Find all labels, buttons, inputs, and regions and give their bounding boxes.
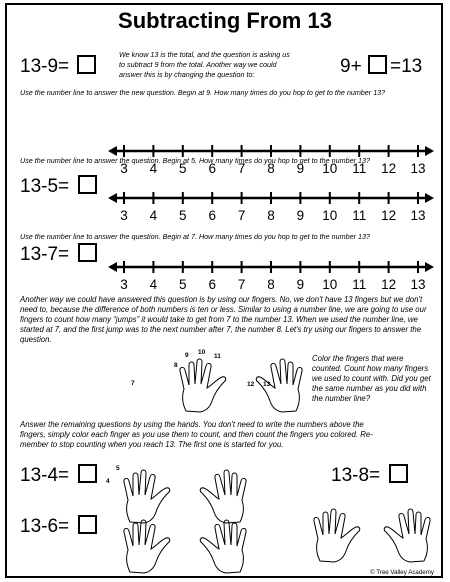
started-label-5: 5 [116,465,120,472]
hand-icon [176,357,238,413]
number-line-label: 6 [208,161,216,175]
answer-box-13-8[interactable] [389,464,408,483]
fingers-para-2: need to, because the difference of both numbers is ten or less. Similar to using a number line, we are going to use our [20,305,427,314]
number-line-label: 12 [381,208,397,223]
number-line-label: 11 [352,277,367,292]
number-line-label: 10 [322,208,338,223]
number-line-label: 6 [208,277,216,292]
number-line-label: 8 [267,161,275,175]
remaining-para-3: member to stop counting when you reach 13. The first one is started for you. [20,440,284,449]
number-line-label: 9 [296,161,305,175]
number-line-label: 3 [120,277,128,292]
number-line-1 [108,135,438,175]
hand-icon [120,518,182,574]
fingers-para-1: Another way we could have answered this question is by using our fingers. No, we don't have 13 fingers but we don't [20,295,423,304]
finger-label-start: 7 [131,380,135,387]
number-line-label: 9 [296,277,305,292]
number-line-label: 13 [410,208,426,223]
equation-equals-13: =13 [390,56,423,77]
equation-13-8: 13-8= [331,465,381,486]
number-line-label: 4 [149,277,158,292]
number-line-label: 10 [322,161,338,175]
number-line-label: 5 [179,161,187,175]
instruction-2: Use the number line to answer the question. Begin at 5. How many times do you hop to get to the number 13? [20,156,370,165]
intro-line-2: to subtract 9 from the total. Another way we could [119,60,277,69]
fingers-para-5: question. [20,335,52,344]
finger-label-8: 8 [174,362,178,369]
intro-line-1: We know 13 is the total, and the question is asking us [119,50,290,59]
number-line-label: 4 [149,208,158,223]
number-line-label: 11 [352,161,367,175]
hand-icon [372,507,434,563]
fingers-para-4: started at 7, and the first jump was to the next number after 7, the number 8. Let's try using our fingers to answer the [20,325,422,334]
number-line-label: 5 [179,277,187,292]
hand-icon [188,518,250,574]
number-line-label: 10 [322,277,338,292]
number-line-label: 5 [179,208,187,223]
number-line-label: 7 [237,277,246,292]
answer-box-13-5[interactable] [78,175,97,194]
color-note-1: Color the fingers that were [312,354,404,363]
answer-box-13-6[interactable] [78,515,97,534]
remaining-para-1: Answer the remaining questions by using the hands. You don't need to write the numbers above the [20,420,364,429]
number-line-label: 9 [296,208,305,223]
equation-13-7: 13-7= [20,244,70,265]
number-line-label: 12 [381,161,397,175]
number-line-3 [108,259,438,299]
number-line-label: 12 [381,277,397,292]
equation-9-plus: 9+ [340,56,362,77]
instruction-1: Use the number line to answer the new question. Begin at 9. How many times do you hop to get to the number 13? [20,88,386,97]
color-note-3: we used to count with. Did you get [312,374,431,383]
number-line-label: 13 [410,277,426,292]
equation-13-5: 13-5= [20,176,70,197]
finger-label-9: 9 [185,352,189,359]
copyright: © Tree Valley Academy [370,569,434,576]
finger-label-11: 11 [214,353,221,360]
instruction-3: Use the number line to answer the question. Begin at 7. How many times do you hop to get to the number 13? [20,232,370,241]
hand-icon [120,468,182,524]
number-line-label: 13 [410,161,426,175]
equation-13-4: 13-4= [20,465,70,486]
equation-13-6: 13-6= [20,516,70,537]
color-note-4: the same number as you did with [312,384,427,393]
number-line-2 [108,190,438,230]
finger-label-10: 10 [198,349,206,356]
fingers-para-3: fingers to count how many “jumps” it would take to get from 7 to the number 13. When we used the number line, we [20,315,418,324]
hand-icon [244,357,306,413]
answer-box-13-9[interactable] [77,55,96,74]
number-line-label: 7 [237,208,246,223]
finger-label-13: 13 [263,381,271,388]
number-line-label: 8 [267,208,275,223]
number-line-label: 3 [120,161,128,175]
hand-icon [188,468,250,524]
answer-box-9-plus[interactable] [368,55,387,74]
number-line-label: 7 [237,161,246,175]
color-note-5: the number line? [312,394,371,403]
remaining-para-2: fingers, simply color each finger as you use them to count, and then count the fingers you colored. Re- [20,430,373,439]
number-line-label: 3 [120,208,128,223]
number-line-label: 6 [208,208,216,223]
page-title: Subtracting From 13 [118,8,332,33]
equation-13-9: 13-9= [20,56,70,77]
hand-icon [310,507,372,563]
answer-box-13-7[interactable] [78,243,97,262]
number-line-label: 8 [267,277,275,292]
intro-line-3: answer this is by changing the question to: [119,70,255,79]
started-label-4: 4 [106,478,110,485]
color-note-2: counted. Count how many fingers [312,364,429,373]
number-line-label: 11 [352,208,367,223]
answer-box-13-4[interactable] [78,464,97,483]
number-line-label: 4 [149,161,158,175]
finger-label-12: 12 [247,381,255,388]
